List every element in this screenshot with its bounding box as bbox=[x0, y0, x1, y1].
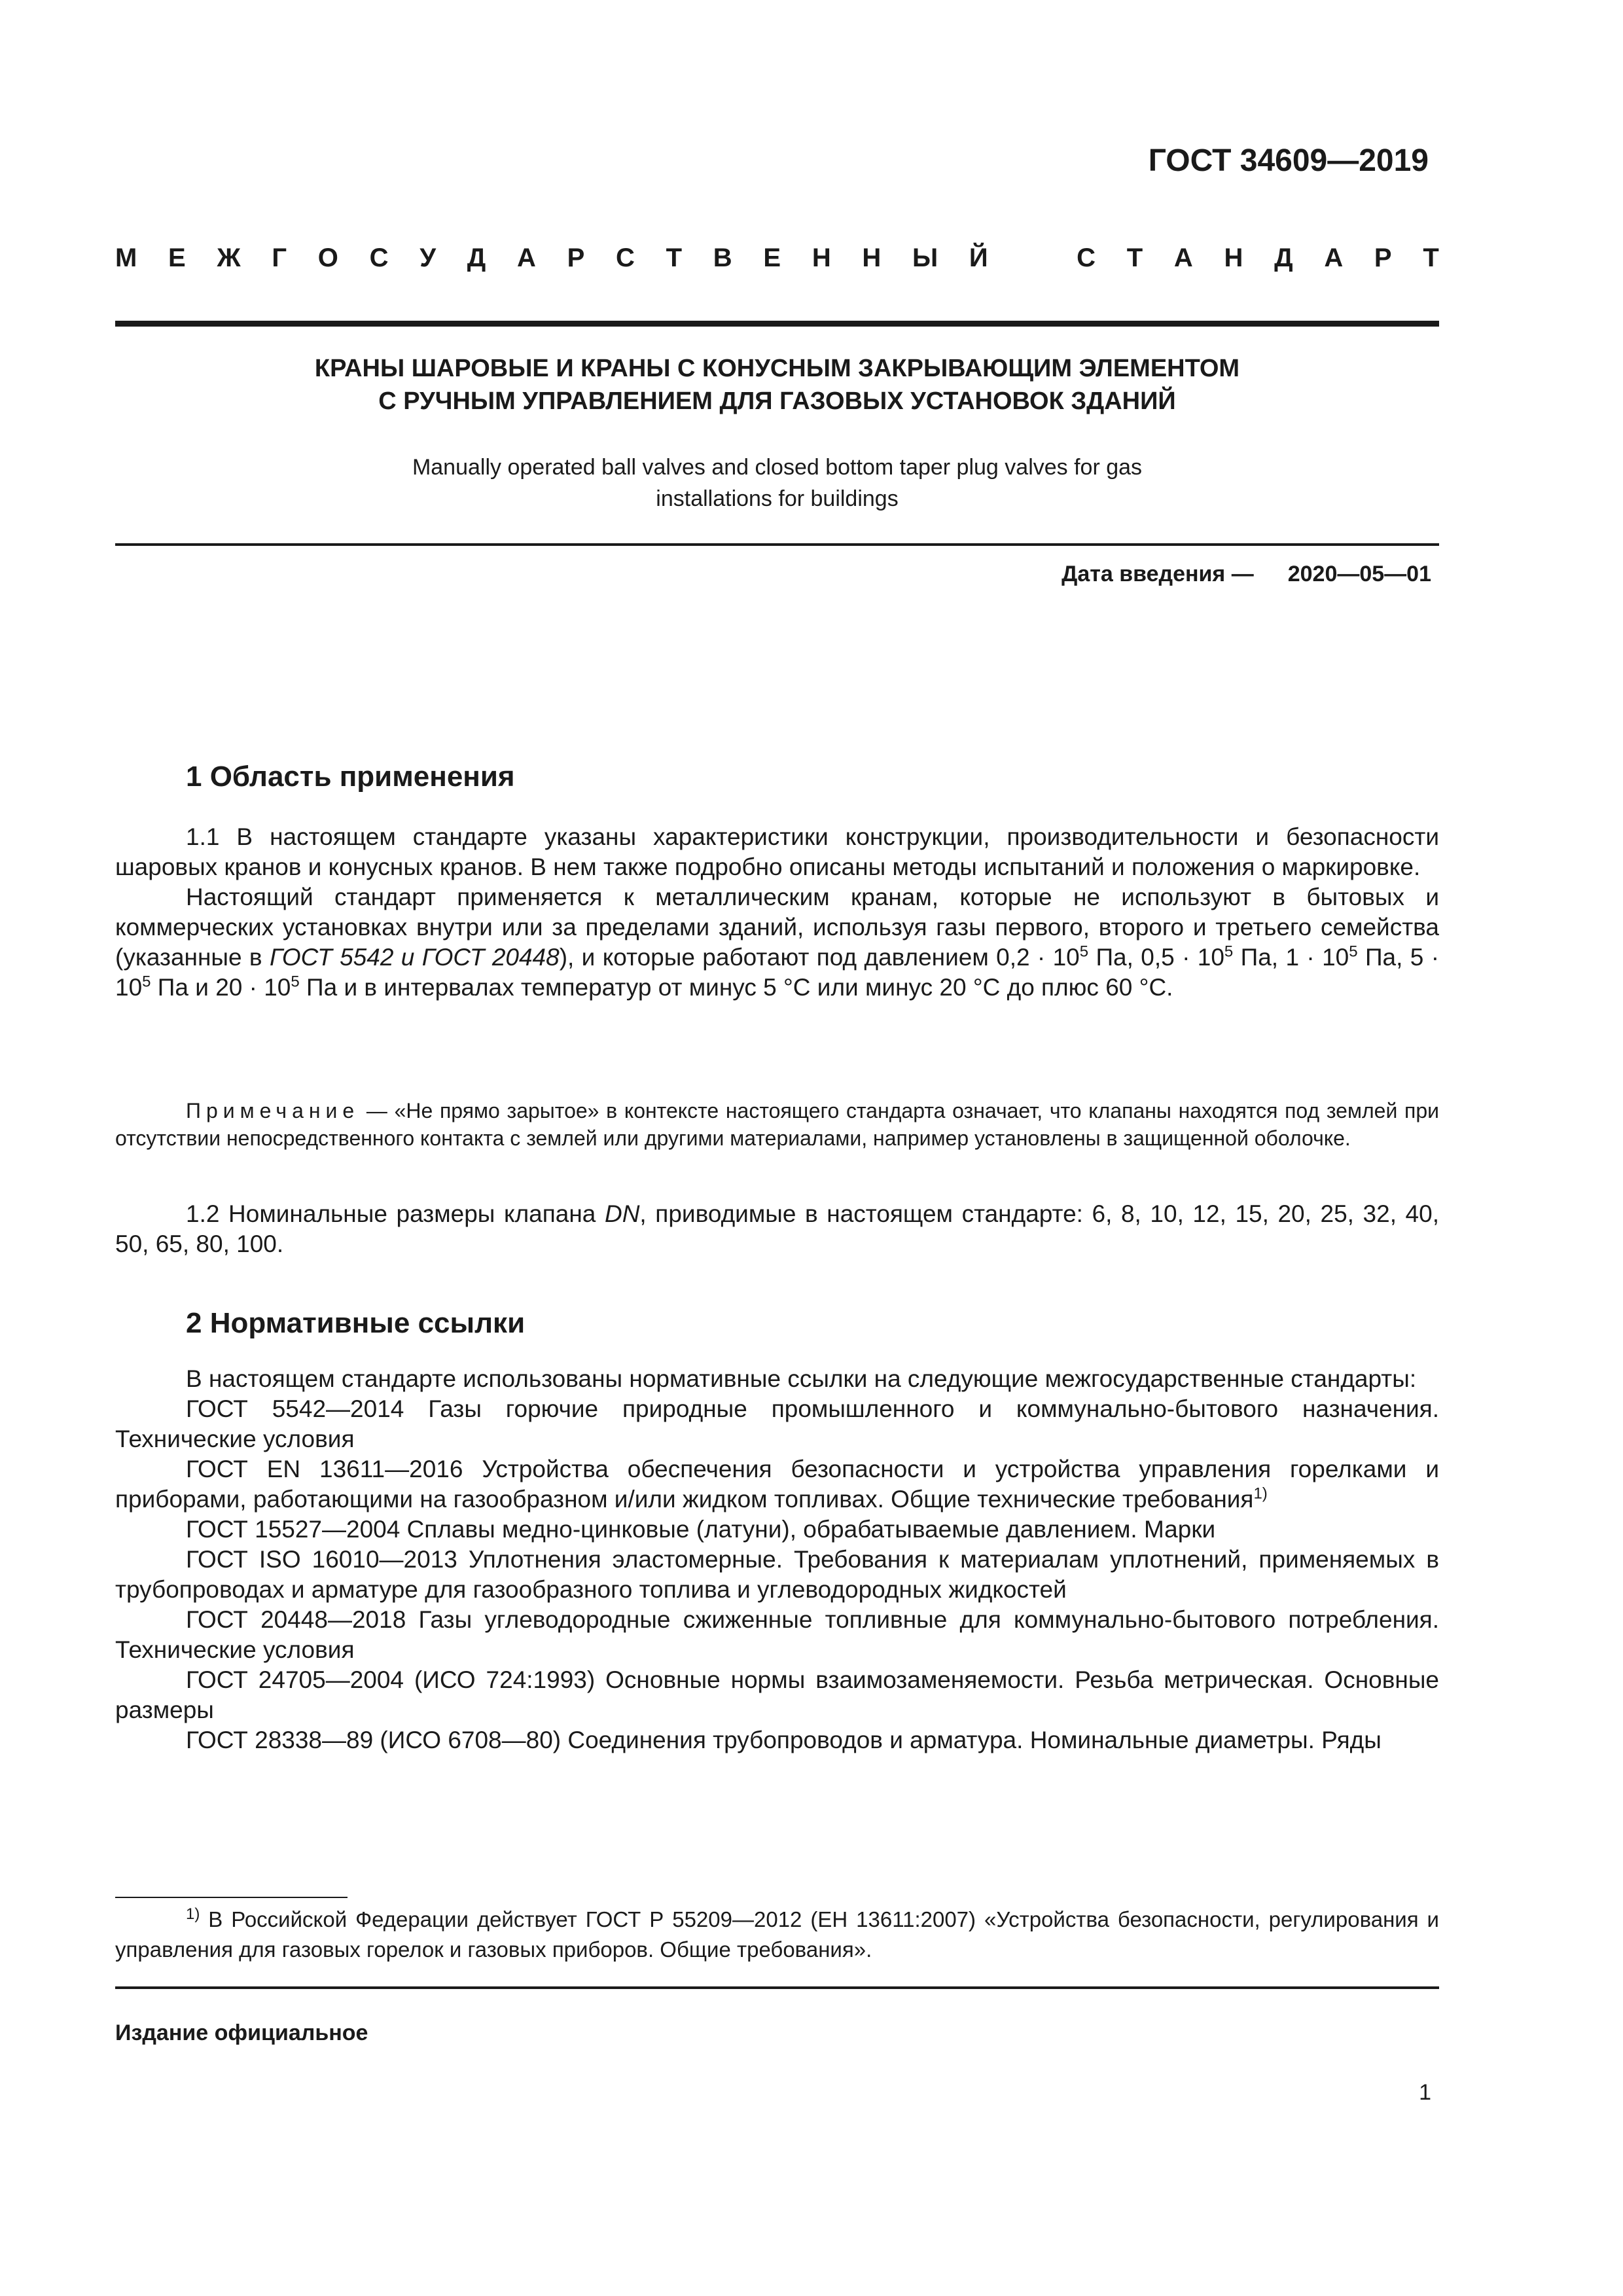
note bbox=[115, 1097, 1439, 1152]
english-title bbox=[115, 452, 1439, 514]
banner-letter: О bbox=[317, 243, 338, 272]
banner-letter: А bbox=[517, 243, 536, 272]
footnote-marker: 1) bbox=[1253, 1484, 1268, 1503]
document-title bbox=[115, 352, 1439, 418]
introduction-date bbox=[1061, 562, 1431, 587]
banner-letter: Е bbox=[763, 243, 781, 272]
banner-letter: Г bbox=[272, 243, 287, 272]
banner-letter: Ы bbox=[912, 243, 938, 272]
page-number: 1 bbox=[1419, 2080, 1431, 2105]
banner-letter: С bbox=[1077, 243, 1096, 272]
footnote bbox=[115, 1905, 1439, 1965]
note-label: Примечание bbox=[186, 1099, 360, 1122]
reference-item: ГОСТ EN 13611—2016 Устройства обеспечения безопасности и устройства управления горелками и приборами, работающими на газообразном и/или жидком топливах. Общие технические требования$^{1)}$ bbox=[115, 1456, 1439, 1513]
reference-item: ГОСТ 5542—2014 Газы горючие природные промышленного и коммунально-бытового назначения. Технические условия bbox=[115, 1395, 1439, 1452]
banner-letter: С bbox=[616, 243, 635, 272]
banner-letter: Н bbox=[862, 243, 882, 272]
header-rule bbox=[115, 321, 1439, 327]
section-2-body bbox=[115, 1364, 1439, 1755]
section-1-heading: 1 Область применения bbox=[186, 761, 515, 793]
section-1-body bbox=[115, 822, 1439, 1003]
english-title-line-1: Manually operated ball valves and closed bottom taper plug valves for gas bbox=[412, 455, 1143, 480]
banner-letter: Ж bbox=[217, 243, 241, 272]
banner-letter: А bbox=[1173, 243, 1193, 272]
footnote-number: 1) bbox=[186, 1905, 200, 1923]
nominal-size-symbol: DN bbox=[604, 1200, 640, 1227]
banner-letter: Т bbox=[1126, 243, 1143, 272]
banner-letter: Е bbox=[168, 243, 186, 272]
paragraph-1-2: 1.2 Номинальные размеры клапана DN, приводимые в настоящем стандарте: 6, 8, 10, 12, 15, 20, 25, 32, 40, 50, 65, 80, 100. bbox=[115, 1200, 1439, 1257]
banner-letter: Н bbox=[812, 243, 831, 272]
banner-gap bbox=[1019, 243, 1045, 273]
banner-letter: Д bbox=[467, 243, 486, 272]
reference-item: ГОСТ 20448—2018 Газы углеводородные сжиженные топливные для коммунально-бытового потребления. Технические условия bbox=[115, 1606, 1439, 1663]
references-intro: В настоящем стандарте использованы нормативные ссылки на следующие межгосударственные стандарты: bbox=[186, 1365, 1417, 1392]
footnote-rule bbox=[115, 1897, 348, 1898]
banner-letter: Т bbox=[666, 243, 683, 272]
banner-letter: А bbox=[1324, 243, 1344, 272]
paragraph-scope: Настоящий стандарт применяется к металлическим кранам, которые не используют в бытовых и коммерческих установках внутри или за пределами зданий, используя газы первого, второго и третьего семейства (указанные в ГОСТ 5542 и ГОСТ 20448), и которые работают под давлением $0,2 \cdot 10^5$ Па, $0,5 \cdot 10^5$ Па, $1 \cdot 10^5$ Па, $5 \cdot 10^5$ Па и $20 \cdot 10^5$ Па и в интервалах температур от минус 5 °С или минус 20 °С до плюс 60 °С. bbox=[115, 884, 1440, 1001]
document-number: ГОСТ 34609—2019 bbox=[1148, 143, 1429, 178]
footnote-text: В Российской Федерации действует ГОСТ Р 55209—2012 (ЕН 13611:2007) «Устройства безопасности, регулирования и управления для газовых горелок и газовых приборов. Общие требования». bbox=[115, 1907, 1439, 1962]
banner-letter: Р bbox=[1374, 243, 1392, 272]
standard-reference: ГОСТ 5542 и ГОСТ 20448 bbox=[269, 944, 560, 971]
english-title-line-2: installations for buildings bbox=[656, 486, 899, 511]
banner-letter: Й bbox=[969, 243, 988, 272]
banner-letter: У bbox=[419, 243, 437, 272]
title-rule bbox=[115, 543, 1439, 546]
reference-item: ГОСТ ISO 16010—2013 Уплотнения эластомерные. Требования к материалам уплотнений, применяемых в трубопроводах и арматуре для газообразного топлива и углеводородных жидкостей bbox=[115, 1546, 1439, 1603]
banner-letter: В bbox=[713, 243, 732, 272]
banner-letter: Д bbox=[1274, 243, 1293, 272]
reference-item: ГОСТ 15527—2004 Сплавы медно-цинковые (латуни), обрабатываемые давлением. Марки bbox=[186, 1516, 1216, 1543]
note-text: — «Не прямо зарытое» в контексте настоящего стандарта означает, что клапаны находятся под землей при отсутствии непосредственного контакта с землей или другими материалами, например установлены в защищенной оболочке. bbox=[115, 1099, 1439, 1150]
introduction-date-value: 2020—05—01 bbox=[1287, 562, 1431, 586]
standard-banner bbox=[115, 243, 1439, 273]
banner-letter: Р bbox=[567, 243, 585, 272]
reference-item: ГОСТ 24705—2004 (ИСО 724:1993) Основные нормы взаимозаменяемости. Резьба метрическая. Основные размеры bbox=[115, 1666, 1439, 1723]
footer-rule bbox=[115, 1986, 1439, 1989]
section-2-heading: 2 Нормативные ссылки bbox=[186, 1307, 526, 1339]
title-line-2: С РУЧНЫМ УПРАВЛЕНИЕМ ДЛЯ ГАЗОВЫХ УСТАНОВОК ЗДАНИЙ bbox=[378, 387, 1176, 415]
edition-label: Издание официальное bbox=[115, 2020, 368, 2045]
introduction-date-label: Дата введения — bbox=[1061, 562, 1254, 586]
paragraph-1-1: 1.1 В настоящем стандарте указаны характеристики конструкции, производительности и безопасности шаровых кранов и конусных кранов. В нем также подробно описаны методы испытаний и положения о маркировке. bbox=[115, 823, 1439, 880]
banner-letter: М bbox=[115, 243, 137, 272]
reference-item: ГОСТ 28338—89 (ИСО 6708—80) Соединения трубопроводов и арматура. Номинальные диаметры. Ряды bbox=[186, 1727, 1382, 1753]
banner-letter: Н bbox=[1224, 243, 1243, 272]
title-line-1: КРАНЫ ШАРОВЫЕ И КРАНЫ С КОНУСНЫМ ЗАКРЫВАЮЩИМ ЭЛЕМЕНТОМ bbox=[314, 355, 1240, 382]
banner-letter: С bbox=[369, 243, 389, 272]
banner-letter: Т bbox=[1423, 243, 1439, 272]
